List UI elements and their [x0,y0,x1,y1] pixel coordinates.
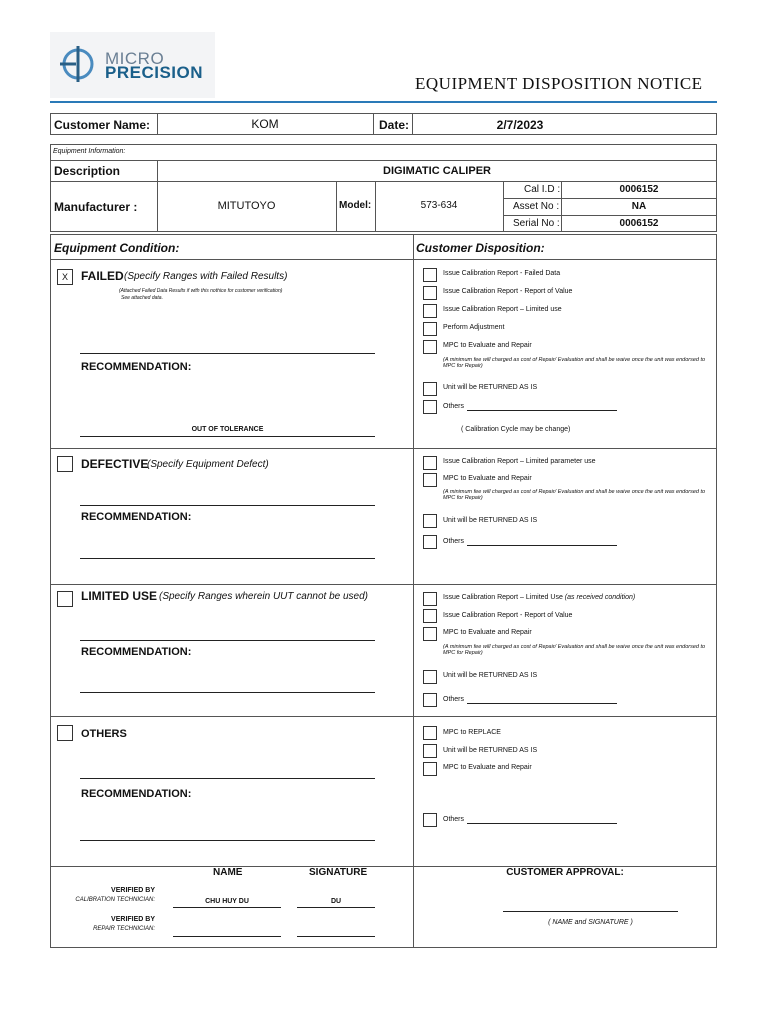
failed-option-1: Issue Calibration Report - Failed Data [443,270,561,277]
defective-others-label: Others [443,538,465,545]
logo-text-precision: PRECISION [105,63,204,82]
defective-checkbox[interactable] [57,456,73,472]
limited-others-label: Others [443,696,465,703]
failed-note: (Specify Ranges with Failed Results) [124,271,288,282]
failed-recommendation-value: OUT OF TOLERANCE [191,426,264,433]
cal-tech-name: CHU HUY DU [205,898,249,905]
limited-option-checkbox[interactable] [423,609,437,623]
failed-option-4: Perform Adjustment [443,324,505,331]
manufacturer-label: Manufacturer : [54,200,138,214]
customer-name-label: Customer Name: [54,118,151,132]
limited-use-note: (Specify Ranges wherein UUT cannot be used) [159,591,368,602]
failed-option-checkbox[interactable] [423,304,437,318]
limited-use-title: LIMITED USE [81,589,158,603]
limited-others-field[interactable] [467,703,617,704]
failed-returned-checkbox[interactable] [423,382,437,396]
crosshair-logo-icon [60,44,96,84]
asset-no-value: NA [631,201,647,212]
defective-others-field[interactable] [467,545,617,546]
failed-option-3: Issue Calibration Report – Limited use [443,306,562,313]
limited-fee-note: (A minimum fee will charged as cost of Repair/ Evaluation and shall be waive once the unit was endorsed to MPC for Repair) [443,644,706,656]
limited-option-1-label: Issue Calibration Report – Limited Use [443,594,563,601]
cycle-note: ( Calibration Cycle may be change) [461,426,571,433]
repair-tech-signature-field[interactable] [297,936,375,937]
failed-option-5: MPC to Evaluate and Repair [443,342,532,349]
defective-note: (Specify Equipment Defect) [147,459,269,470]
defective-option-checkbox[interactable] [423,456,437,470]
limited-use-checkbox[interactable] [57,591,73,607]
failed-attached-note: See attached data. [121,295,163,301]
cal-tech-label: CALIBRATION TECHNICIAN: [75,897,155,903]
failed-option-checkbox[interactable] [423,286,437,300]
defective-option-1: Issue Calibration Report – Limited parameter use [443,458,596,465]
model-label: Model: [339,200,372,211]
limited-option-checkbox[interactable] [423,627,437,641]
failed-title: FAILED [81,269,124,283]
defective-option-2: MPC to Evaluate and Repair [443,475,532,482]
failed-others-label: Others [443,403,465,410]
failed-checkbox[interactable]: X [57,269,73,285]
failed-others-field[interactable] [467,410,617,411]
repair-tech-name-field[interactable] [173,936,281,937]
others-option-1: MPC to REPLACE [443,729,501,736]
limited-option-2: Issue Calibration Report - Report of Value [443,612,573,619]
defective-title: DEFECTIVE [81,457,149,471]
cal-tech-signature: DU [330,898,342,905]
defective-recommendation-label: RECOMMENDATION: [81,511,192,523]
description-label: Description [54,164,121,178]
limited-option-1-note: (as received condition) [564,594,636,601]
defective-fee-note: (A minimum fee will charged as cost of Repair/ Evaluation and shall be waive once the unit was endorsed to MPC for Repair) [443,489,706,501]
limited-option-checkbox[interactable] [423,592,437,606]
name-header: NAME [213,867,243,878]
failed-recommendation-label: RECOMMENDATION: [81,361,192,373]
limited-returned-checkbox[interactable] [423,670,437,684]
defective-others-checkbox[interactable] [423,535,437,549]
failed-fee-note: (A minimum fee will charged as cost of Repair/ Evaluation and shall be waive once the unit was endorsed to MPC for Repair) [443,357,706,369]
limited-option-3: MPC to Evaluate and Repair [443,629,532,636]
divider [50,101,717,103]
failed-option-checkbox[interactable] [423,322,437,336]
failed-others-checkbox[interactable] [423,400,437,414]
manufacturer-value: MITUTOYO [217,200,276,212]
signature-header: SIGNATURE [309,867,368,878]
logo-text-micro: MICRO [105,49,165,68]
limited-option-1 [443,594,635,601]
defective-option-checkbox[interactable] [423,473,437,487]
customer-disposition-header: Customer Disposition: [416,241,545,255]
model-value: 573-634 [420,200,458,211]
customer-approval-label: CUSTOMER APPROVAL: [506,867,624,878]
customer-approval-field[interactable] [503,911,678,912]
verified-by-label: VERIFIED BY [111,887,155,894]
failed-small-note: (Attached Failed Data Results if with this nothice for customer verification) [119,288,283,294]
others-option-checkbox[interactable] [423,744,437,758]
date-label: Date: [379,118,410,132]
name-and-signature-label: ( NAME and SIGNATURE ) [548,919,633,926]
cal-id-label: Cal I.D : [524,184,561,195]
repair-tech-label: REPAIR TECHNICIAN: [93,926,155,932]
failed-returned-label: Unit will be RETURNED AS IS [443,384,538,391]
customer-name-value: KOM [251,117,279,131]
others-option-3: MPC to Evaluate and Repair [443,764,532,771]
failed-option-checkbox[interactable] [423,340,437,354]
equipment-info-label: Equipment Information: [53,148,126,155]
asset-no-label: Asset No : [513,201,560,212]
others-others-checkbox[interactable] [423,813,437,827]
cal-tech-signature-field[interactable] [297,907,375,908]
defective-returned-checkbox[interactable] [423,514,437,528]
date-value: 2/7/2023 [496,118,544,132]
others-checkbox[interactable] [57,725,73,741]
others-others-field[interactable] [467,823,617,824]
page-title: EQUIPMENT DISPOSITION NOTICE [415,74,703,93]
cal-id-value: 0006152 [619,184,659,195]
limited-returned-label: Unit will be RETURNED AS IS [443,672,538,679]
failed-option-checkbox[interactable] [423,268,437,282]
defective-returned-label: Unit will be RETURNED AS IS [443,517,538,524]
others-option-checkbox[interactable] [423,762,437,776]
limited-others-checkbox[interactable] [423,693,437,707]
others-title: OTHERS [81,728,127,740]
limited-recommendation-label: RECOMMENDATION: [81,646,192,658]
failed-option-2: Issue Calibration Report - Report of Value [443,288,573,295]
serial-no-value: 0006152 [619,218,659,229]
serial-no-label: Serial No : [513,218,560,229]
equipment-condition-header: Equipment Condition: [54,241,180,255]
others-recommendation-label: RECOMMENDATION: [81,788,192,800]
others-option-2: Unit will be RETURNED AS IS [443,747,538,754]
others-others-label: Others [443,816,465,823]
description-value: DIGIMATIC CALIPER [383,165,491,177]
verified-by-label: VERIFIED BY [111,916,155,923]
others-option-checkbox[interactable] [423,726,437,740]
cal-tech-name-field[interactable] [173,907,281,908]
